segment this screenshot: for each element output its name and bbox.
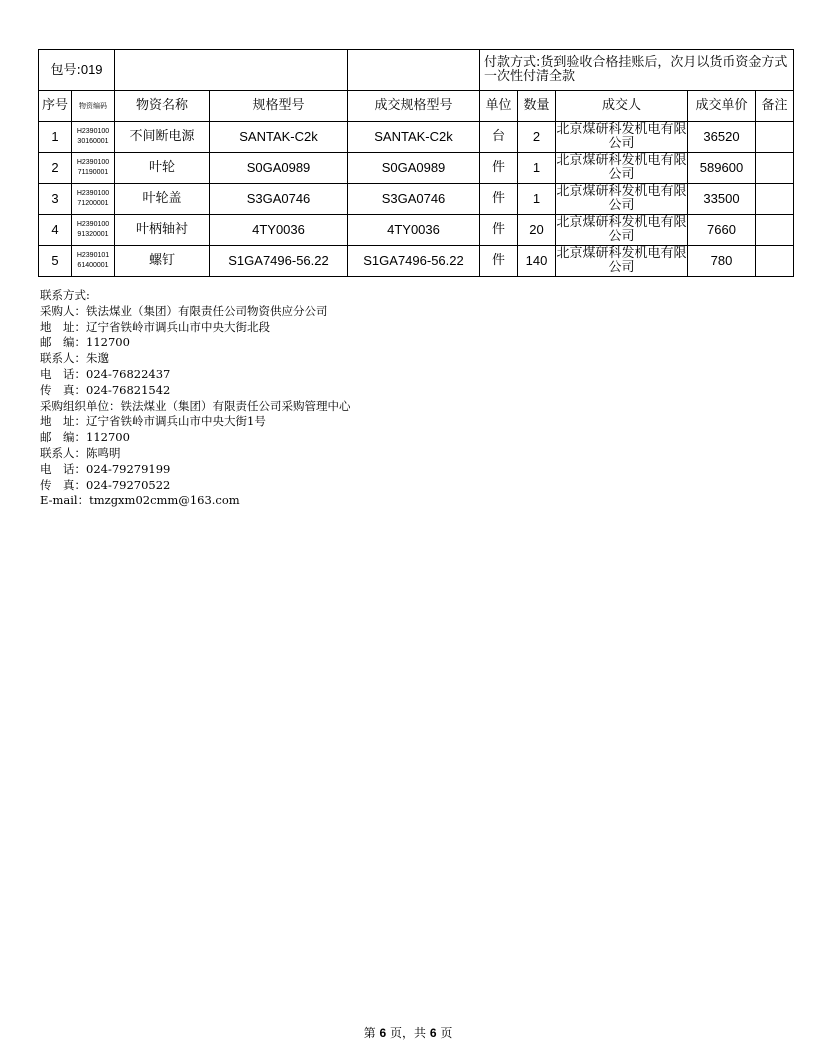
deal-spec-model: S3GA0746 bbox=[348, 184, 480, 215]
material-code: H2390100 71200001 bbox=[72, 184, 115, 215]
unit-price: 7660 bbox=[688, 215, 756, 246]
remark bbox=[756, 122, 794, 153]
unit: 台 bbox=[480, 122, 518, 153]
table-body bbox=[39, 122, 794, 277]
blank-cell bbox=[115, 50, 348, 91]
contact-line: 采购人：铁法煤业（集团）有限责任公司物资供应分公司 bbox=[40, 303, 328, 318]
unit-price: 33500 bbox=[688, 184, 756, 215]
blank-cell bbox=[348, 50, 480, 91]
package-row bbox=[39, 50, 794, 91]
contact-line: 邮 编：112700 bbox=[40, 430, 130, 445]
quantity: 2 bbox=[518, 122, 556, 153]
quantity: 140 bbox=[518, 246, 556, 277]
supplier: 北京煤研科发机电有限公司 bbox=[556, 215, 687, 244]
footer-total-pages: 6 bbox=[429, 1026, 437, 1040]
table-row bbox=[39, 184, 794, 215]
row-number: 4 bbox=[39, 215, 72, 246]
unit: 件 bbox=[480, 184, 518, 215]
footer-page-number: 6 bbox=[379, 1026, 387, 1040]
quantity: 1 bbox=[518, 153, 556, 184]
supplier: 北京煤研科发机电有限公司 bbox=[556, 153, 687, 182]
remark bbox=[756, 246, 794, 277]
supplier: 北京煤研科发机电有限公司 bbox=[556, 184, 687, 213]
quantity: 1 bbox=[518, 184, 556, 215]
procurement-table bbox=[38, 49, 794, 277]
contact-line: 电 话：024-76822437 bbox=[40, 366, 171, 381]
payment-terms: 付款方式:货到验收合格挂账后，次月以货币资金方式一次性付清全款 bbox=[480, 50, 794, 91]
contact-line: 电 话：024-79279199 bbox=[40, 461, 171, 476]
contact-line: E-mail：tmzgxm02cmm@163.com bbox=[40, 493, 240, 508]
contact-line: 联系人：陈鸣明 bbox=[40, 445, 121, 460]
table-row bbox=[39, 153, 794, 184]
spec-model: S0GA0989 bbox=[210, 153, 348, 184]
column-header: 备注 bbox=[756, 91, 794, 122]
footer-suffix: 页 bbox=[440, 1026, 453, 1040]
deal-spec-model: S0GA0989 bbox=[348, 153, 480, 184]
material-name: 不间断电源 bbox=[115, 122, 210, 153]
contact-line: 采购组织单位：铁法煤业（集团）有限责任公司采购管理中心 bbox=[40, 398, 351, 413]
table-row bbox=[39, 122, 794, 153]
deal-spec-model: 4TY0036 bbox=[348, 215, 480, 246]
material-name: 叶轮 bbox=[115, 153, 210, 184]
unit: 件 bbox=[480, 215, 518, 246]
contact-line: 邮 编：112700 bbox=[40, 335, 130, 350]
deal-spec-model: S1GA7496-56.22 bbox=[348, 246, 480, 277]
column-header: 成交规格型号 bbox=[348, 91, 480, 122]
page-footer bbox=[0, 1024, 816, 1041]
footer-prefix: 第 bbox=[363, 1026, 376, 1040]
column-header: 物资名称 bbox=[115, 91, 210, 122]
unit: 件 bbox=[480, 153, 518, 184]
unit-price: 36520 bbox=[688, 122, 756, 153]
contact-line: 传 真：024-79270522 bbox=[40, 477, 171, 492]
contact-line: 地 址：辽宁省铁岭市调兵山市中央大街1号 bbox=[40, 414, 266, 429]
row-number: 5 bbox=[39, 246, 72, 277]
material-name: 螺钉 bbox=[115, 246, 210, 277]
remark bbox=[756, 215, 794, 246]
remark bbox=[756, 184, 794, 215]
material-code: H2390101 61400001 bbox=[72, 246, 115, 277]
spec-model: S1GA7496-56.22 bbox=[210, 246, 348, 277]
unit-price: 780 bbox=[688, 246, 756, 277]
row-number: 1 bbox=[39, 122, 72, 153]
package-number: 019 bbox=[80, 61, 103, 77]
spec-model: S3GA0746 bbox=[210, 184, 348, 215]
package-number-cell bbox=[39, 50, 115, 91]
table-row bbox=[39, 215, 794, 246]
contact-line: 联系人：朱邈 bbox=[40, 351, 109, 366]
column-header: 单位 bbox=[480, 91, 518, 122]
material-code: H2390100 71190001 bbox=[72, 153, 115, 184]
spec-model: SANTAK-C2k bbox=[210, 122, 348, 153]
quantity: 20 bbox=[518, 215, 556, 246]
material-name: 叶柄轴衬 bbox=[115, 215, 210, 246]
column-header: 数量 bbox=[518, 91, 556, 122]
row-number: 2 bbox=[39, 153, 72, 184]
column-header: 序号 bbox=[39, 91, 72, 122]
column-header: 规格型号 bbox=[210, 91, 348, 122]
unit: 件 bbox=[480, 246, 518, 277]
header-row bbox=[39, 91, 794, 122]
material-code: H2390100 30160001 bbox=[72, 122, 115, 153]
remark bbox=[756, 153, 794, 184]
table-row bbox=[39, 246, 794, 277]
supplier: 北京煤研科发机电有限公司 bbox=[556, 122, 687, 151]
row-number: 3 bbox=[39, 184, 72, 215]
column-header: 成交单价 bbox=[688, 91, 756, 122]
column-header: 物资编码 bbox=[72, 91, 115, 122]
spec-model: 4TY0036 bbox=[210, 215, 348, 246]
material-code: H2390100 91320001 bbox=[72, 215, 115, 246]
material-name: 叶轮盖 bbox=[115, 184, 210, 215]
supplier: 北京煤研科发机电有限公司 bbox=[556, 246, 687, 275]
column-header: 成交人 bbox=[556, 91, 688, 122]
contact-line: 地 址：辽宁省铁岭市调兵山市中央大街北段 bbox=[40, 319, 270, 334]
contact-line: 传 真：024-76821542 bbox=[40, 382, 171, 397]
contact-line: 联系方式: bbox=[40, 288, 90, 302]
unit-price: 589600 bbox=[688, 153, 756, 184]
deal-spec-model: SANTAK-C2k bbox=[348, 122, 480, 153]
contact-info bbox=[40, 288, 351, 509]
footer-middle: 页，共 bbox=[389, 1026, 426, 1040]
package-label: 包号: bbox=[50, 62, 81, 78]
